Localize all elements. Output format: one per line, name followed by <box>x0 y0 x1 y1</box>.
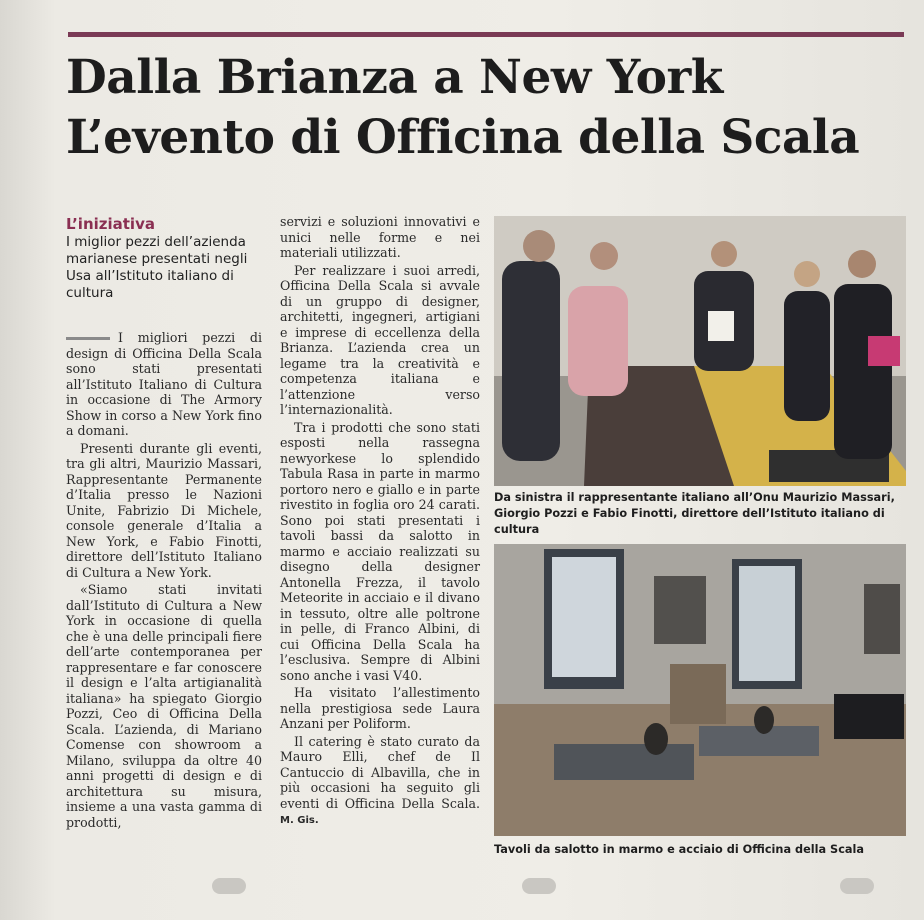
paragraph: I migliori pezzi di design di Officina Della Scala sono stati presentati all’Istituto Italiano di Cultura in occasione di The Armory Show in corso a New York fino a domani. <box>66 330 262 438</box>
tables-photo-illustration <box>494 544 906 836</box>
paragraph: servizi e soluzioni innovativi e unici nelle forme e nei materiali utilizzati. <box>280 214 480 260</box>
event-photo-illustration <box>494 216 906 486</box>
article-column-2 <box>280 214 480 831</box>
top-rule <box>68 32 904 37</box>
lead-dash <box>66 337 110 340</box>
punch-hole <box>840 878 874 894</box>
photo-caption: Da sinistra il rappresentante italiano all’Onu Maurizio Massari, Giorgio Pozzi e Fabio Finotti, direttore dell’Istituto italiano di cultura <box>494 491 895 536</box>
tables-photo <box>494 544 906 836</box>
paragraph: Il catering è stato curato da Mauro Elli, chef de Il Cantuccio di Albavilla, che in più occasioni ha seguito gli eventi di Officina Della Scala. M. Gis. <box>280 733 480 826</box>
author-signature: M. Gis. <box>280 815 319 826</box>
punch-hole <box>212 878 246 894</box>
kicker: L’iniziativa <box>66 215 155 233</box>
paragraph: Tra i prodotti che sono stati esposti nella rassegna newyorkese lo splendido Tabula Rasa in parte in marmo portoro nero e giallo e in parte rivestito in foglia oro 24 carati. Sono poi stati presentati i tavoli bassi da salotto in marmo e acciaio realizzati su disegno della designer Antonella Frezza, il tavolo Meteorite in acciaio e il divano in tessuto, oltre alle poltrone in pelle, di Franco Albini, di cui Officina Della Scala ha l’esclusiva. Sempre di Albini sono anche i vasi V40. <box>280 419 480 683</box>
paragraph: Per realizzare i suoi arredi, Officina Della Scala si avvale di un gruppo di designer, architetti, ingegneri, artigiani e imprese di eccellenza della Brianza. L’azienda crea un legame tra la creatività e competenza italiana e l’attenzione verso l’internazionalità. <box>280 262 480 417</box>
photo-caption: Tavoli da salotto in marmo e acciaio di Officina della Scala <box>494 843 865 856</box>
headline <box>66 48 906 168</box>
punch-holes <box>0 870 924 910</box>
headline-line-2: L’evento di Officina della Scala <box>66 110 860 165</box>
headline-line-1: Dalla Brianza a New York <box>66 50 723 105</box>
paragraph: «Siamo stati invitati dall’Istituto di Cultura a New York in occasione di quella che è una delle principali fiere dell’arte contemporanea per rappresentare e far conoscere il design e l’alta artigianalità italiana» ha spiegato Giorgio Pozzi, Ceo di Officina Della Scala. L’azienda, di Mariano Comense con showroom a Milano, sviluppa da oltre 40 anni progetti di design e di architettura su misura, insieme a una vasta gamma di prodotti, <box>66 582 262 830</box>
summary: I miglior pezzi dell’azienda marianese presentati negli Usa all’Istituto italiano di cultura <box>66 234 248 301</box>
paragraph: Presenti durante gli eventi, tra gli altri, Maurizio Massari, Rappresentante Permanente d’Italia presso le Nazioni Unite, Fabrizio Di Michele, console generale d’Italia a New York, e Fabio Finotti, direttore dell’Istituto Italiano di Cultura a New York. <box>66 440 262 580</box>
event-photo <box>494 216 906 486</box>
article-column-1 <box>66 330 262 832</box>
punch-hole <box>522 878 556 894</box>
paragraph: Ha visitato l’allestimento nella prestigiosa sede Laura Anzani per Poliform. <box>280 685 480 731</box>
